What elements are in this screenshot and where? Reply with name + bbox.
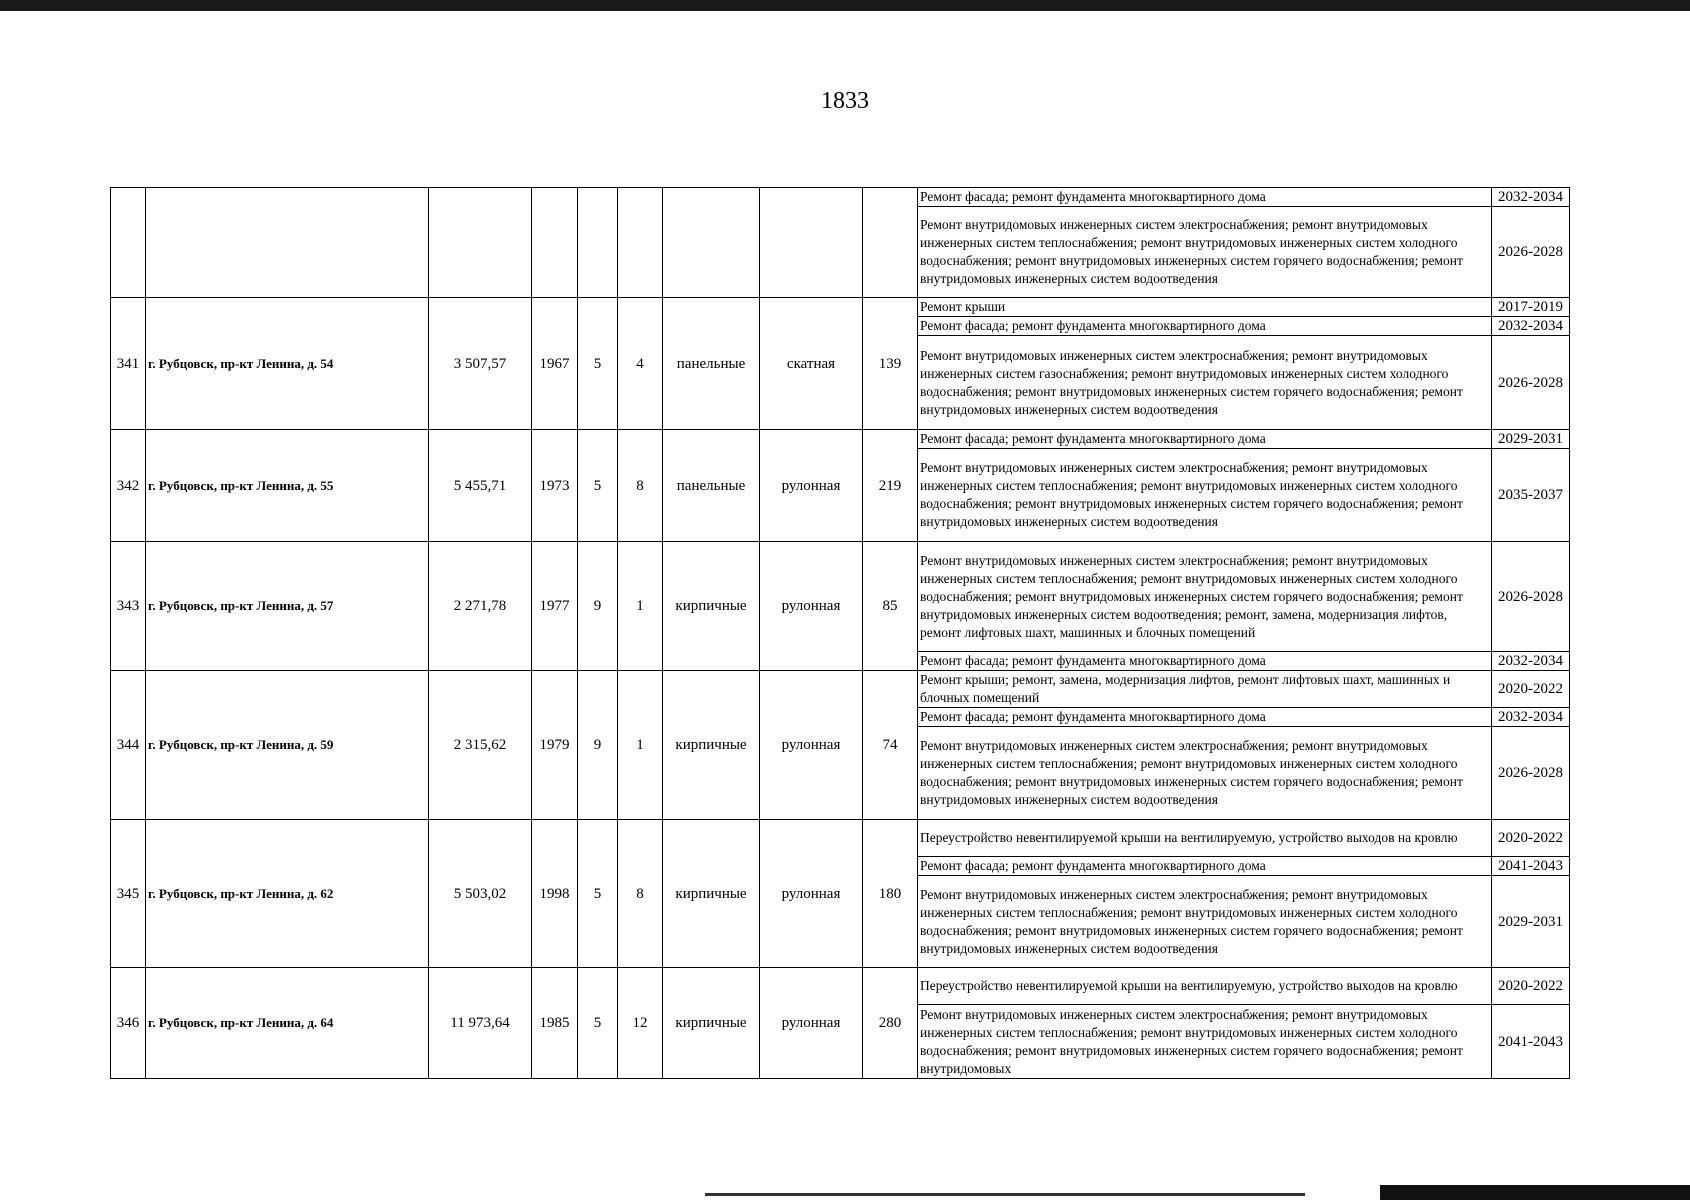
wall-material: кирпичные — [663, 671, 760, 820]
work-description: Ремонт внутридомовых инженерных систем электроснабжения; ремонт внутридомовых инженерных систем теплоснабжения; ремонт внутридомовых инженерных систем холодного водоснабжения; ремонт внутридомовых инженерных систем горячего водоснабжения; ремонт внутридомовых — [918, 1005, 1492, 1079]
table-row — [111, 188, 1570, 207]
total-area: 3 507,57 — [429, 298, 532, 430]
row-number-cell — [111, 188, 146, 298]
address: г. Рубцовск, пр-кт Ленина, д. 57 — [146, 542, 429, 671]
build-year: 1985 — [532, 968, 578, 1079]
work-description: Ремонт внутридомовых инженерных систем электроснабжения; ремонт внутридомовых инженерных систем теплоснабжения; ремонт внутридомовых инженерных систем холодного водоснабжения; ремонт внутридомовых инженерных систем горячего водоснабжения; ремонт внутридомовых инженерных систем водоотведения — [918, 207, 1492, 298]
work-description: Ремонт внутридомовых инженерных систем электроснабжения; ремонт внутридомовых инженерных систем теплоснабжения; ремонт внутридомовых инженерных систем холодного водоснабжения; ремонт внутридомовых инженерных систем горячего водоснабжения; ремонт внутридомовых инженерных систем водоотведения — [918, 449, 1492, 542]
residents-cell — [863, 188, 918, 298]
row-number: 342 — [111, 430, 146, 542]
work-period: 2041-2043 — [1492, 1005, 1570, 1079]
residents: 219 — [863, 430, 918, 542]
address: г. Рубцовск, пр-кт Ленина, д. 64 — [146, 968, 429, 1079]
work-period: 2020-2022 — [1492, 968, 1570, 1005]
work-period: 2029-2031 — [1492, 430, 1570, 449]
roof-type: рулонная — [760, 968, 863, 1079]
floors: 9 — [578, 671, 618, 820]
total-area: 2 271,78 — [429, 542, 532, 671]
work-description: Ремонт крыши; ремонт, замена, модернизация лифтов, ремонт лифтовых шахт, машинных и блочных помещений — [918, 671, 1492, 708]
build-year: 1979 — [532, 671, 578, 820]
entrances: 1 — [618, 671, 663, 820]
total-area: 5 455,71 — [429, 430, 532, 542]
work-period: 2026-2028 — [1492, 542, 1570, 652]
walls-cell — [663, 188, 760, 298]
entrances: 8 — [618, 430, 663, 542]
row-number: 344 — [111, 671, 146, 820]
roof-type: рулонная — [760, 430, 863, 542]
work-period: 2026-2028 — [1492, 336, 1570, 430]
roof-type: рулонная — [760, 820, 863, 968]
table-row — [111, 968, 1570, 1005]
build-year: 1973 — [532, 430, 578, 542]
wall-material: панельные — [663, 298, 760, 430]
work-description: Переустройство невентилируемой крыши на вентилируемую, устройство выходов на кровлю — [918, 820, 1492, 857]
address: г. Рубцовск, пр-кт Ленина, д. 54 — [146, 298, 429, 430]
wall-material: кирпичные — [663, 820, 760, 968]
residents: 139 — [863, 298, 918, 430]
year-cell — [532, 188, 578, 298]
work-period: 2029-2031 — [1492, 876, 1570, 968]
roof-type: рулонная — [760, 671, 863, 820]
roof-cell — [760, 188, 863, 298]
total-area: 11 973,64 — [429, 968, 532, 1079]
build-year: 1998 — [532, 820, 578, 968]
work-period: 2032-2034 — [1492, 708, 1570, 727]
table-row — [111, 430, 1570, 449]
residents: 85 — [863, 542, 918, 671]
wall-material: кирпичные — [663, 542, 760, 671]
work-period: 2035-2037 — [1492, 449, 1570, 542]
floors: 5 — [578, 820, 618, 968]
page-number: 1833 — [821, 88, 869, 114]
entrances: 8 — [618, 820, 663, 968]
floors: 9 — [578, 542, 618, 671]
work-description: Ремонт фасада; ремонт фундамента многоквартирного дома — [918, 708, 1492, 727]
wall-material: панельные — [663, 430, 760, 542]
work-description: Ремонт внутридомовых инженерных систем электроснабжения; ремонт внутридомовых инженерных систем теплоснабжения; ремонт внутридомовых инженерных систем холодного водоснабжения; ремонт внутридомовых инженерных систем горячего водоснабжения; ремонт внутридомовых инженерных систем водоотведения — [918, 727, 1492, 820]
work-description: Ремонт фасада; ремонт фундамента многоквартирного дома — [918, 188, 1492, 207]
residents: 74 — [863, 671, 918, 820]
work-description: Ремонт фасада; ремонт фундамента многоквартирного дома — [918, 430, 1492, 449]
work-period: 2020-2022 — [1492, 671, 1570, 708]
entrances: 4 — [618, 298, 663, 430]
repair-schedule-table — [110, 187, 1570, 1079]
work-description: Ремонт внутридомовых инженерных систем электроснабжения; ремонт внутридомовых инженерных систем газоснабжения; ремонт внутридомовых инженерных систем холодного водоснабжения; ремонт внутридомовых инженерных систем горячего водоснабжения; ремонт внутридомовых инженерных систем водоотведения — [918, 336, 1492, 430]
address: г. Рубцовск, пр-кт Ленина, д. 62 — [146, 820, 429, 968]
floors: 5 — [578, 430, 618, 542]
roof-type: скатная — [760, 298, 863, 430]
work-description: Переустройство невентилируемой крыши на вентилируемую, устройство выходов на кровлю — [918, 968, 1492, 1005]
entrances-cell — [618, 188, 663, 298]
work-period: 2026-2028 — [1492, 727, 1570, 820]
table-row — [111, 671, 1570, 708]
work-period: 2017-2019 — [1492, 298, 1570, 317]
floors-cell — [578, 188, 618, 298]
address: г. Рубцовск, пр-кт Ленина, д. 59 — [146, 671, 429, 820]
build-year: 1967 — [532, 298, 578, 430]
work-description: Ремонт фасада; ремонт фундамента многоквартирного дома — [918, 857, 1492, 876]
row-number: 341 — [111, 298, 146, 430]
floors: 5 — [578, 298, 618, 430]
work-description: Ремонт фасада; ремонт фундамента многоквартирного дома — [918, 652, 1492, 671]
work-period: 2032-2034 — [1492, 188, 1570, 207]
row-number: 345 — [111, 820, 146, 968]
total-area: 5 503,02 — [429, 820, 532, 968]
row-number: 346 — [111, 968, 146, 1079]
area-cell — [429, 188, 532, 298]
table-row — [111, 298, 1570, 317]
address-cell — [146, 188, 429, 298]
scan-line-bottom — [705, 1193, 1305, 1196]
build-year: 1977 — [532, 542, 578, 671]
residents: 280 — [863, 968, 918, 1079]
work-period: 2032-2034 — [1492, 652, 1570, 671]
work-description: Ремонт крыши — [918, 298, 1492, 317]
work-period: 2026-2028 — [1492, 207, 1570, 298]
table-row — [111, 542, 1570, 652]
work-description: Ремонт внутридомовых инженерных систем электроснабжения; ремонт внутридомовых инженерных систем теплоснабжения; ремонт внутридомовых инженерных систем холодного водоснабжения; ремонт внутридомовых инженерных систем горячего водоснабжения; ремонт внутридомовых инженерных систем водоотведения — [918, 876, 1492, 968]
work-description: Ремонт фасада; ремонт фундамента многоквартирного дома — [918, 317, 1492, 336]
total-area: 2 315,62 — [429, 671, 532, 820]
row-number: 343 — [111, 542, 146, 671]
roof-type: рулонная — [760, 542, 863, 671]
scan-edge-top — [0, 0, 1690, 11]
work-period: 2020-2022 — [1492, 820, 1570, 857]
table-row — [111, 820, 1570, 857]
entrances: 12 — [618, 968, 663, 1079]
scan-edge-bottom — [1380, 1185, 1690, 1200]
entrances: 1 — [618, 542, 663, 671]
wall-material: кирпичные — [663, 968, 760, 1079]
work-period: 2041-2043 — [1492, 857, 1570, 876]
work-period: 2032-2034 — [1492, 317, 1570, 336]
work-description: Ремонт внутридомовых инженерных систем электроснабжения; ремонт внутридомовых инженерных систем теплоснабжения; ремонт внутридомовых инженерных систем холодного водоснабжения; ремонт внутридомовых инженерных систем горячего водоснабжения; ремонт внутридомовых инженерных систем водоотведения; ремонт, замена, модернизация лифтов, ремонт лифтовых шахт, машинных и блочных помещений — [918, 542, 1492, 652]
address: г. Рубцовск, пр-кт Ленина, д. 55 — [146, 430, 429, 542]
residents: 180 — [863, 820, 918, 968]
floors: 5 — [578, 968, 618, 1079]
